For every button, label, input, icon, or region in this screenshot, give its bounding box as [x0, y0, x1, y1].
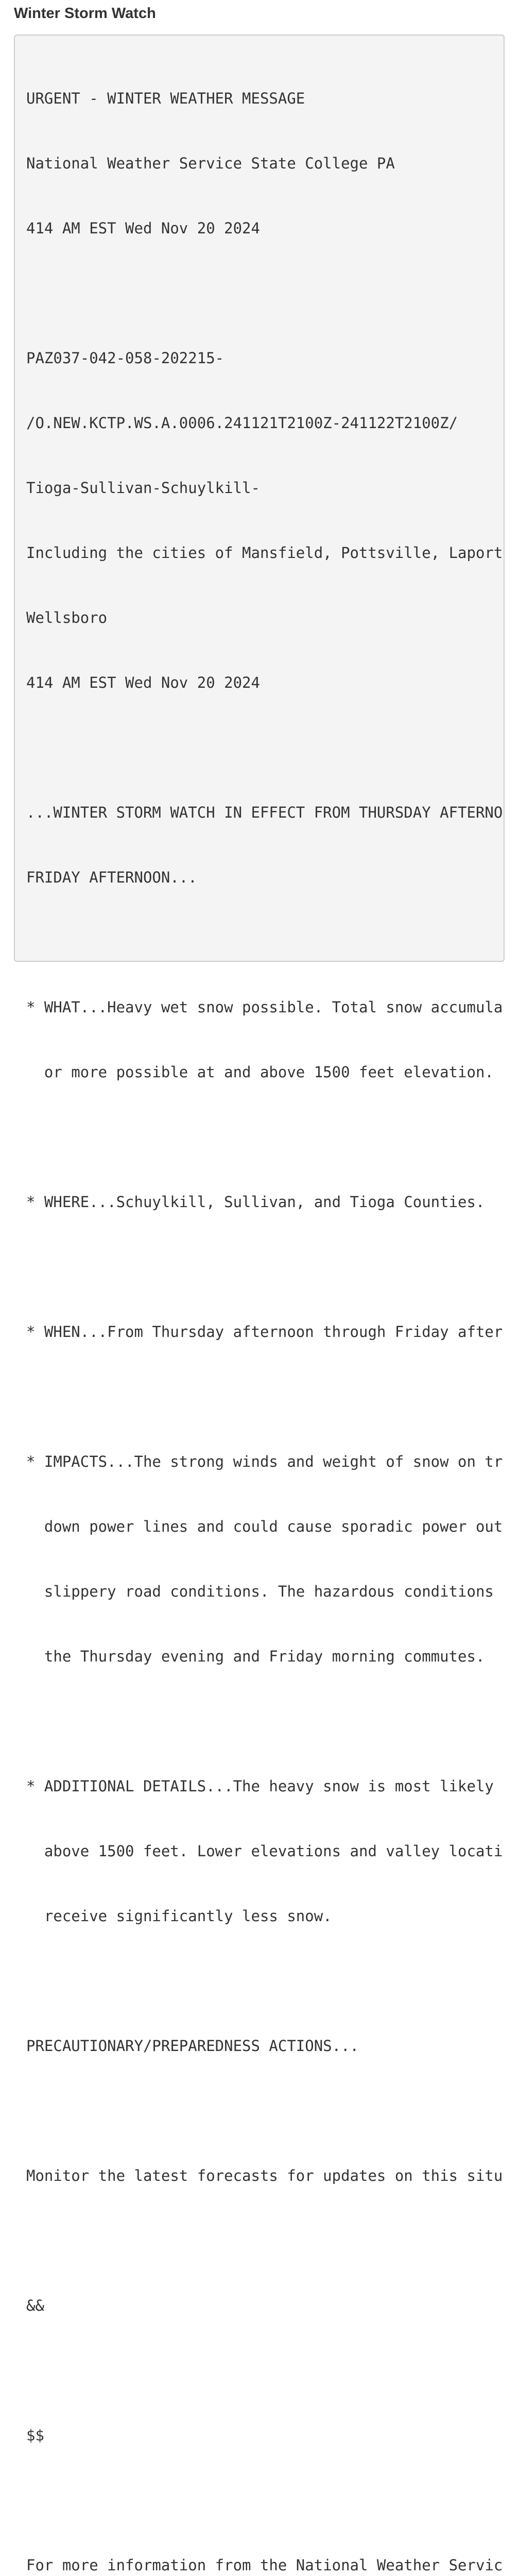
- message-line: or more possible at and above 1500 feet elevation.: [26, 1063, 494, 1081]
- message-line: the Thursday evening and Friday morning commutes.: [26, 1648, 485, 1665]
- message-line: 414 AM EST Wed Nov 20 2024: [26, 674, 260, 691]
- message-line: [26, 282, 503, 304]
- message-line: receive significantly less snow.: [26, 1907, 332, 1925]
- message-line: above 1500 feet. Lower elevations and valley locati: [26, 1842, 503, 1860]
- message-line: Including the cities of Mansfield, Pottsville, Laport: [26, 544, 503, 562]
- message-line: [26, 2100, 503, 2122]
- message-line: [26, 1970, 503, 1992]
- message-line: &&: [26, 2297, 44, 2314]
- message-line: down power lines and could cause sporadic power out: [26, 1518, 503, 1535]
- message-line: * WHEN...From Thursday afternoon through Friday after: [26, 1323, 503, 1341]
- message-line: * WHERE...Schuylkill, Sullivan, and Tioga Counties.: [26, 1193, 485, 1211]
- message-line: [26, 1386, 503, 1408]
- message-line: ...WINTER STORM WATCH IN EFFECT FROM THURSDAY AFTERNO: [26, 804, 503, 821]
- message-line: [26, 931, 503, 953]
- message-line: $$: [26, 2427, 44, 2444]
- weather-message-text: [26, 44, 503, 2576]
- message-line: PAZ037-042-058-202215-: [26, 349, 224, 367]
- message-line: PRECAUTIONARY/PREPAREDNESS ACTIONS...: [26, 2037, 359, 2055]
- message-line: 414 AM EST Wed Nov 20 2024: [26, 219, 260, 237]
- message-line: * IMPACTS...The strong winds and weight of snow on tr: [26, 1453, 503, 1470]
- message-line: * ADDITIONAL DETAILS...The heavy snow is most likely: [26, 1777, 494, 1795]
- message-line: [26, 2489, 503, 2511]
- weather-message-box: [14, 35, 505, 2574]
- message-line: Monitor the latest forecasts for updates on this situ: [26, 2167, 503, 2184]
- message-line: URGENT - WINTER WEATHER MESSAGE: [26, 90, 305, 107]
- message-line: slippery road conditions. The hazardous conditions: [26, 1583, 494, 1600]
- message-line: [26, 2230, 503, 2251]
- message-line: Tioga-Sullivan-Schuylkill-: [26, 479, 260, 497]
- message-line: National Weather Service State College PA: [26, 155, 395, 172]
- message-line: [26, 737, 503, 758]
- message-line: [26, 1126, 503, 1148]
- message-line: * WHAT...Heavy wet snow possible. Total snow accumula: [26, 998, 503, 1016]
- message-line: Wellsboro: [26, 609, 108, 626]
- message-line: FRIDAY AFTERNOON...: [26, 869, 197, 886]
- message-line: [26, 2360, 503, 2381]
- message-line: For more information from the National Weather Servic: [26, 2556, 503, 2574]
- message-line: [26, 1710, 503, 1732]
- page-title: Winter Storm Watch: [14, 5, 156, 22]
- message-line: /O.NEW.KCTP.WS.A.0006.241121T2100Z-241122T2100Z/: [26, 414, 458, 432]
- message-line: [26, 1256, 503, 1278]
